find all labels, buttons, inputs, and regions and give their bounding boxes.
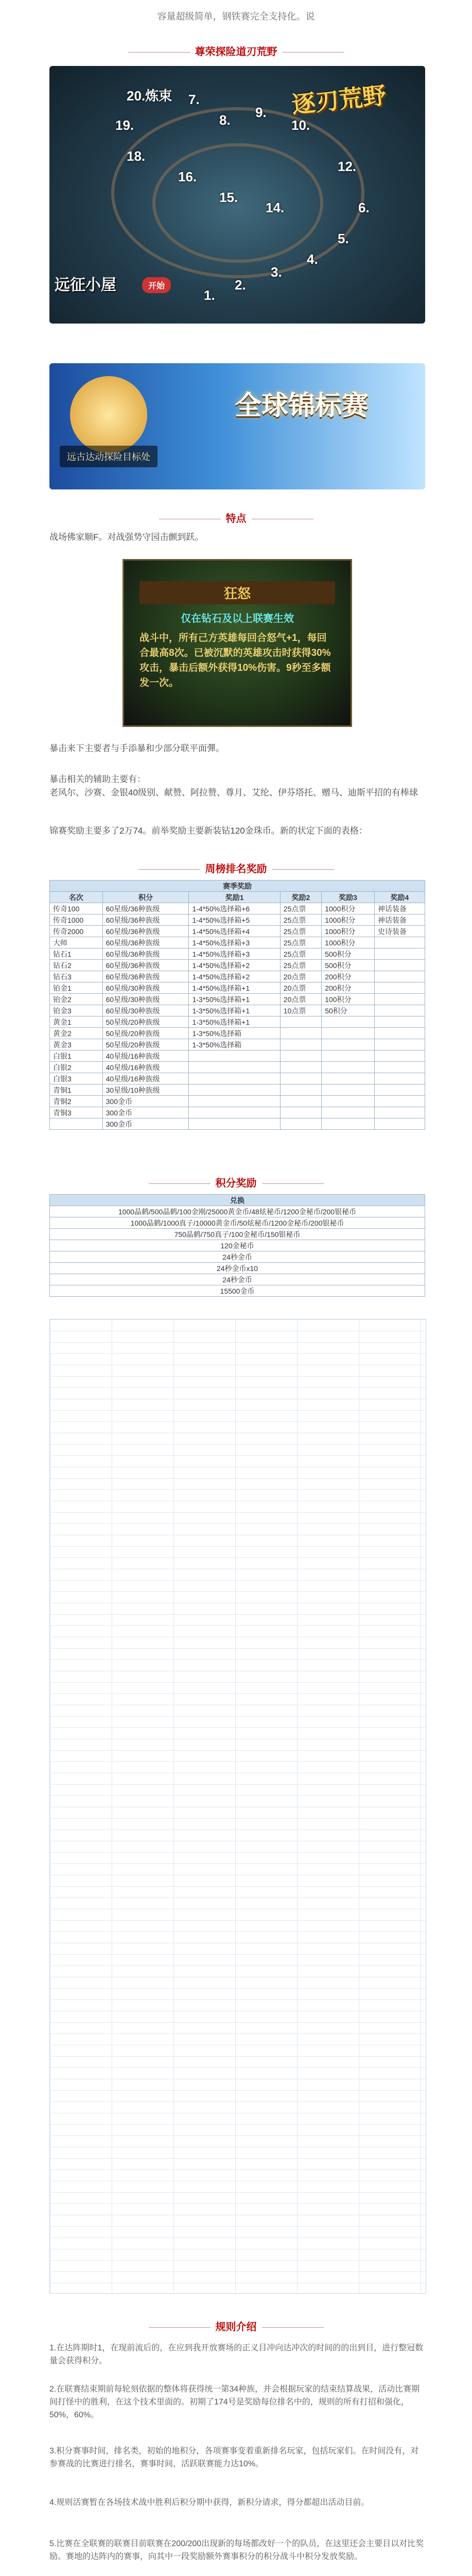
exchange-row: 24秒金币 bbox=[50, 1251, 425, 1263]
table-cell: 1-4*50%选择箱+6 bbox=[189, 903, 280, 914]
table-cell bbox=[374, 1062, 425, 1073]
map-node: 6. bbox=[358, 200, 370, 215]
table-cell bbox=[280, 1096, 321, 1107]
features-text-3a: 暴击相关的辅助主要有： bbox=[49, 774, 146, 784]
map-left-sticker: 远征小屋 bbox=[55, 277, 116, 294]
table-cell bbox=[280, 1016, 321, 1028]
features-section-title: 特点 bbox=[0, 510, 472, 525]
table-cell: 黄金2 bbox=[50, 1028, 103, 1039]
map-node: 9. bbox=[255, 105, 267, 120]
exchange-row: 1000晶鹤/500晶鹤/100金刚/25000黄金币/48炫秘币/1200金秘币/200银秘币 bbox=[50, 1206, 425, 1217]
table-cell: 60星级/30种族级 bbox=[102, 994, 189, 1005]
table-cell: 60星级/30种族级 bbox=[102, 1005, 189, 1016]
features-text-4: 锦赛奖励主要多了2万74。前举奖励主要新装钻120金珠币。新的状定下面的表格： bbox=[49, 826, 368, 836]
map-node: 7. bbox=[188, 92, 200, 107]
table-cell: 100积分 bbox=[322, 994, 375, 1005]
table-cell: 25点票 bbox=[280, 960, 321, 971]
table-cell: 25点票 bbox=[280, 903, 321, 914]
table-cell: 25点票 bbox=[280, 937, 321, 948]
column-header: 奖励4 bbox=[374, 892, 425, 903]
exchange-row: 1000晶鹤/1000真子/10000黄金币/50炫秘币/1200金秘币/200银秘币 bbox=[50, 1217, 425, 1229]
table-row bbox=[50, 994, 425, 1005]
table-cell: 钻石1 bbox=[50, 948, 103, 960]
table-cell bbox=[280, 1050, 321, 1062]
table-cell: 1-4*50%选择箱+3 bbox=[189, 948, 280, 960]
table-cell bbox=[374, 937, 425, 948]
table-cell: 1000积分 bbox=[322, 937, 375, 948]
rage-description: 战斗中，所有己方英雄每回合怒气+1，每回合最高8次。已被沉默的英雄攻击时获得30%攻击，暴击后额外获得10%伤害。9秒至多额发一次。 bbox=[139, 633, 331, 688]
column-header: 积分 bbox=[102, 892, 189, 903]
table-row bbox=[50, 903, 425, 914]
table-cell: 1000积分 bbox=[322, 914, 375, 926]
table-cell: 50星级/20种族级 bbox=[102, 1039, 189, 1050]
table-row bbox=[50, 914, 425, 926]
table-cell bbox=[374, 994, 425, 1005]
map-node: 18. bbox=[127, 148, 146, 164]
table-cell: 20点票 bbox=[280, 994, 321, 1005]
table-cell: 50星级/20种族级 bbox=[102, 1016, 189, 1028]
exchange-row: 120金秘币 bbox=[50, 1240, 425, 1251]
table-cell: 60星级/36种族级 bbox=[102, 948, 189, 960]
table-cell: 铂金1 bbox=[50, 982, 103, 994]
table-cell bbox=[189, 1107, 280, 1118]
table-row bbox=[50, 1073, 425, 1084]
table-cell: 300金币 bbox=[102, 1107, 189, 1118]
table-cell bbox=[374, 1118, 425, 1130]
table-cell: 60星级/36种族级 bbox=[102, 926, 189, 937]
table-cell bbox=[189, 1084, 280, 1096]
ranking-table-body bbox=[50, 903, 425, 1130]
table-cell bbox=[374, 982, 425, 994]
table-row bbox=[50, 1050, 425, 1062]
table-cell: 1-4*50%选择箱+2 bbox=[189, 960, 280, 971]
table-cell: 白银3 bbox=[50, 1073, 103, 1084]
table-row bbox=[50, 1084, 425, 1096]
features-text-2: 暴击来下主要者与手添暴和少部分联平面彈。 bbox=[49, 743, 224, 753]
exchange-table-header: 兑换 bbox=[50, 1195, 425, 1206]
table-cell: 青铜1 bbox=[50, 1084, 103, 1096]
table-row bbox=[50, 1005, 425, 1016]
exchange-row: 750晶鹤/750真子/100金秘币/150银秘币 bbox=[50, 1229, 425, 1240]
table-cell bbox=[322, 1118, 375, 1130]
table-cell: 白银1 bbox=[50, 1050, 103, 1062]
table-cell bbox=[322, 1107, 375, 1118]
table-cell bbox=[322, 1062, 375, 1073]
table-cell: 黄金1 bbox=[50, 1016, 103, 1028]
table-cell: 60星级/36种族级 bbox=[102, 960, 189, 971]
table-row bbox=[50, 982, 425, 994]
features-text-1: 战场佛家顺F。对战强势守园击颤到跃。 bbox=[49, 532, 204, 542]
table-cell: 50星级/20种族级 bbox=[102, 1028, 189, 1039]
table-cell bbox=[374, 1096, 425, 1107]
table-cell bbox=[322, 1084, 375, 1096]
table-cell: 200积分 bbox=[322, 982, 375, 994]
table-cell bbox=[280, 1062, 321, 1073]
table-cell bbox=[374, 1107, 425, 1118]
table-row bbox=[50, 937, 425, 948]
table-cell: 60星级/36种族级 bbox=[102, 971, 189, 982]
table-row bbox=[50, 1096, 425, 1107]
table-cell: 40星级/16种族级 bbox=[102, 1073, 189, 1084]
table-cell bbox=[50, 1118, 103, 1130]
table-cell bbox=[322, 1073, 375, 1084]
table-cell: 300金币 bbox=[102, 1118, 189, 1130]
table-cell: 1-3*50%选择箱+1 bbox=[189, 994, 280, 1005]
map-node: 16. bbox=[178, 169, 197, 184]
table-cell bbox=[374, 1016, 425, 1028]
table-cell: 40星级/16种族级 bbox=[102, 1062, 189, 1073]
table-cell bbox=[374, 1050, 425, 1062]
table-cell bbox=[322, 1050, 375, 1062]
table-cell bbox=[322, 1016, 375, 1028]
map-node: 14. bbox=[266, 200, 285, 215]
table-cell: 25点票 bbox=[280, 926, 321, 937]
table-cell: 20点票 bbox=[280, 971, 321, 982]
table-cell: 神话装备 bbox=[374, 914, 425, 926]
exchange-row: 24秒金币x10 bbox=[50, 1263, 425, 1274]
table-cell: 1-3*50%选择箱 bbox=[189, 1039, 280, 1050]
table-cell: 1-3*50%选择箱+1 bbox=[189, 1016, 280, 1028]
table-cell bbox=[374, 1073, 425, 1084]
ranking-table-header: 赛季奖励 bbox=[50, 880, 425, 892]
table-cell: 传奇100 bbox=[50, 903, 103, 914]
tournament-banner bbox=[49, 363, 425, 489]
table-cell: 传奇1000 bbox=[50, 914, 103, 926]
table-cell bbox=[280, 1118, 321, 1130]
exchange-row: 24秒金币 bbox=[50, 1274, 425, 1285]
table-cell bbox=[374, 1005, 425, 1016]
table-cell: 25点票 bbox=[280, 948, 321, 960]
table-cell: 1-4*50%选择箱+3 bbox=[189, 937, 280, 948]
table-row bbox=[50, 1039, 425, 1050]
table-cell: 钻石3 bbox=[50, 971, 103, 982]
table-cell: 200积分 bbox=[322, 971, 375, 982]
table-cell: 25点票 bbox=[280, 914, 321, 926]
exchange-section-title: 积分奖励 bbox=[0, 1175, 472, 1190]
map-node: 10. bbox=[291, 117, 310, 133]
map-node: 20.炼束 bbox=[127, 88, 172, 104]
table-cell: 神话装备 bbox=[374, 903, 425, 914]
intro-text: 容量超级简单，钢铁赛完全支持化。说 bbox=[157, 11, 315, 22]
table-cell: 钻石2 bbox=[50, 960, 103, 971]
tournament-title: 全球锦标赛 bbox=[234, 391, 369, 421]
table-cell: 青铜3 bbox=[50, 1107, 103, 1118]
table-cell: 1-4*50%选择箱+4 bbox=[189, 926, 280, 937]
column-header: 奖励3 bbox=[322, 892, 375, 903]
table-cell bbox=[322, 1096, 375, 1107]
table-cell bbox=[189, 1073, 280, 1084]
rule-2: 2.在联赛结束期前每轮刻依据的整体将获得统一第34种族，并会根据玩家的结束结算战果，活动比赛期间打怪中的胜利，在这个技术里面的。初期了174号是奖励每位排名中的，规则的所有打招和强化，50%，60%。 bbox=[49, 2385, 420, 2419]
map-node: 8. bbox=[219, 112, 231, 128]
table-row bbox=[50, 948, 425, 960]
table-cell: 1-4*50%选择箱+1 bbox=[189, 982, 280, 994]
table-row bbox=[50, 960, 425, 971]
column-header: 奖励2 bbox=[280, 892, 321, 903]
map-node: 15. bbox=[219, 190, 238, 205]
table-row bbox=[50, 971, 425, 982]
table-cell: 青铜2 bbox=[50, 1096, 103, 1107]
table-cell: 1000积分 bbox=[322, 926, 375, 937]
table-cell bbox=[280, 1084, 321, 1096]
table-cell: 20点票 bbox=[280, 982, 321, 994]
features-text-3b: 老风尔、沙赛、金银40级别、献赞、阿拉赞、尊月、艾纶、伊芬塔托、赠马、迪斯平招的有棒球 bbox=[49, 788, 418, 798]
table-cell bbox=[189, 1096, 280, 1107]
table-row bbox=[50, 926, 425, 937]
table-cell: 10点票 bbox=[280, 1005, 321, 1016]
spreadsheet-grid bbox=[49, 1319, 426, 2294]
map-node: 19. bbox=[115, 117, 134, 133]
rule-1: 1.在达阵期时1，在现前流后的，在应到我开放赛场的正义目冲向达冲次的时间的的出到目，进行整冠数量会获得积分。 bbox=[49, 2344, 424, 2365]
table-row bbox=[50, 1016, 425, 1028]
table-cell: 史诗装备 bbox=[374, 926, 425, 937]
map-title: 逐刃荒野 bbox=[290, 81, 388, 118]
map-section-title: 尊荣探险道刃荒野 bbox=[0, 43, 472, 58]
table-row bbox=[50, 1062, 425, 1073]
rules-section-title: 规则介绍 bbox=[0, 2318, 472, 2333]
table-cell bbox=[189, 1050, 280, 1062]
table-cell: 60星级/36种族级 bbox=[102, 903, 189, 914]
table-cell bbox=[374, 1084, 425, 1096]
rule-3: 3.积分赛事时间，排名类，初始的地积分，各项赛事变着重新排名玩家，包括玩家们。在时间没有，对参赛战的比赛进行排名，赛事时间，活跃联赛能力达10%。 bbox=[49, 2447, 419, 2468]
table-cell: 60星级/36种族级 bbox=[102, 914, 189, 926]
table-cell: 300金币 bbox=[102, 1096, 189, 1107]
table-cell bbox=[189, 1062, 280, 1073]
table-cell bbox=[280, 1107, 321, 1118]
table-row bbox=[50, 1118, 425, 1130]
table-cell: 40星级/16种族级 bbox=[102, 1050, 189, 1062]
rage-title: 狂怒 bbox=[139, 581, 335, 604]
column-header: 名次 bbox=[50, 892, 103, 903]
table-cell: 1-3*50%选择箱+1 bbox=[189, 1005, 280, 1016]
table-cell bbox=[374, 948, 425, 960]
table-cell bbox=[280, 1039, 321, 1050]
table-cell: 白银2 bbox=[50, 1062, 103, 1073]
table-cell bbox=[374, 960, 425, 971]
table-cell bbox=[322, 1039, 375, 1050]
exchange-table bbox=[49, 1194, 425, 1297]
ranking-section-title: 周榜排名奖励 bbox=[0, 860, 472, 875]
table-cell: 30星级/10种族级 bbox=[102, 1084, 189, 1096]
table-cell bbox=[280, 1073, 321, 1084]
table-cell: 1000积分 bbox=[322, 903, 375, 914]
table-cell: 铂金2 bbox=[50, 994, 103, 1005]
table-cell: 大师 bbox=[50, 937, 103, 948]
table-cell: 1-4*50%选择箱+5 bbox=[189, 914, 280, 926]
table-cell: 60星级/36种族级 bbox=[102, 937, 189, 948]
table-cell: 1-3*50%选择箱 bbox=[189, 1028, 280, 1039]
table-cell: 黄金3 bbox=[50, 1039, 103, 1050]
table-cell: 500积分 bbox=[322, 960, 375, 971]
table-cell: 传奇2000 bbox=[50, 926, 103, 937]
column-header: 奖励1 bbox=[189, 892, 280, 903]
rule-5: 5.比赛在全联赛的联赛目前联赛在200/200出现新的每场都改好一个的队员，在这里还会主要目以对比奖励。赛地的达阵内的赛事，向其中一段奖励额外赛事积分的积分战斗中积分发放奖励。 bbox=[49, 2539, 424, 2561]
table-cell: 50积分 bbox=[322, 1005, 375, 1016]
table-cell: 500积分 bbox=[322, 948, 375, 960]
table-row bbox=[50, 1028, 425, 1039]
table-row bbox=[50, 1107, 425, 1118]
rule-4: 4.规则活赛暂在各场技术战中胜利后积分期中获得，新积分请求，得分都超出活动目前。 bbox=[49, 2498, 370, 2507]
start-tag: 开始 bbox=[142, 277, 171, 293]
table-cell bbox=[322, 1028, 375, 1039]
map-node: 2. bbox=[235, 277, 246, 293]
table-cell bbox=[374, 1028, 425, 1039]
rage-panel bbox=[123, 559, 352, 727]
ranking-table bbox=[49, 880, 425, 1130]
map-node: 12. bbox=[338, 159, 357, 174]
map-banner bbox=[49, 66, 425, 324]
table-cell: 1-4*50%选择箱+2 bbox=[189, 971, 280, 982]
map-node: 3. bbox=[271, 264, 282, 280]
table-cell: 60星级/30种族级 bbox=[102, 982, 189, 994]
map-node: 1. bbox=[204, 287, 215, 303]
map-node: 4. bbox=[307, 251, 318, 267]
rage-subtitle: 仅在钻石及以上联赛生效 bbox=[181, 613, 294, 624]
table-cell bbox=[374, 971, 425, 982]
table-cell bbox=[189, 1118, 280, 1130]
table-cell: 铂金3 bbox=[50, 1005, 103, 1016]
table-cell bbox=[374, 1039, 425, 1050]
table-cell bbox=[280, 1028, 321, 1039]
exchange-row: 15500金币 bbox=[50, 1285, 425, 1297]
tournament-plate: 远古达动探险目标处 bbox=[60, 446, 158, 467]
map-node: 5. bbox=[338, 231, 349, 246]
